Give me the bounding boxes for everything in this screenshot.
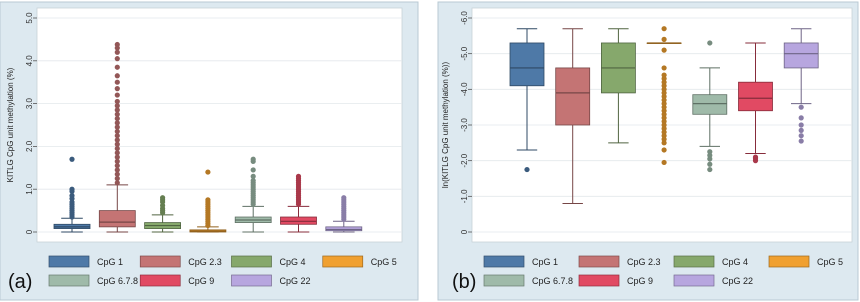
outlier-point: [115, 65, 120, 70]
box: [693, 95, 727, 115]
box: [739, 82, 773, 111]
outlier-point: [662, 72, 667, 77]
box: [281, 217, 317, 224]
outlier-point: [69, 157, 74, 162]
legend-label: CpG 2.3: [188, 257, 222, 267]
legend-item: [232, 256, 306, 267]
y-axis-label: ln(KITLG CpG unit methylation (%)): [441, 61, 450, 189]
legend-label: CpG 5: [370, 257, 397, 267]
legend-swatch: [484, 256, 524, 267]
outlier-point: [251, 157, 256, 162]
outlier-point: [799, 138, 804, 143]
panel-label: (b): [452, 271, 477, 293]
legend-label: CpG 22: [279, 276, 311, 286]
box: [510, 43, 544, 86]
legend-swatch: [674, 275, 714, 286]
outlier-point: [662, 37, 667, 42]
outlier-point: [662, 48, 667, 53]
y-tick-label: 5.0: [25, 12, 35, 24]
y-tick-label: 2.0: [25, 140, 35, 152]
outlier-point: [707, 40, 712, 45]
outlier-point: [341, 195, 346, 200]
outlier-point: [205, 197, 210, 202]
panel-label: (a): [8, 271, 33, 293]
outlier-point: [662, 160, 667, 165]
y-tick-label: 4.0: [25, 55, 35, 67]
outlier-point: [799, 122, 804, 127]
legend-label: CpG 2.3: [627, 257, 661, 267]
panel-a: [0, 2, 418, 300]
plot-area: [37, 8, 402, 242]
legend-label: CpG 22: [722, 276, 754, 286]
y-tick-label: -6.0: [460, 11, 470, 25]
outlier-point: [251, 174, 256, 179]
legend-swatch: [674, 256, 714, 267]
box: [784, 43, 818, 68]
legend-label: CpG 9: [627, 276, 654, 286]
y-tick-label: -4.0: [460, 82, 470, 97]
y-axis-label: KITLG CpG unit methylation (%): [6, 67, 15, 183]
legend-item: [674, 256, 748, 267]
legend-swatch: [232, 256, 272, 267]
legend-item: [579, 275, 653, 286]
outlier-point: [115, 73, 120, 78]
outlier-point: [799, 133, 804, 138]
legend-label: CpG 6.7.8: [532, 276, 574, 286]
outlier-point: [115, 99, 120, 104]
outlier-point: [799, 105, 804, 110]
outlier-point: [524, 167, 529, 172]
panel-b: [438, 2, 858, 300]
outlier-point: [160, 195, 165, 200]
legend-swatch: [49, 256, 89, 267]
legend-item: [484, 256, 558, 267]
legend-swatch: [140, 256, 180, 267]
outlier-point: [205, 169, 210, 174]
legend-swatch: [769, 256, 809, 267]
box: [326, 227, 362, 231]
legend-item: [674, 275, 753, 286]
outlier-point: [662, 147, 667, 152]
legend-swatch: [579, 275, 619, 286]
outlier-point: [115, 86, 120, 91]
y-tick-label: 3.0: [25, 98, 35, 110]
outlier-point: [69, 187, 74, 192]
y-tick-label: 0: [460, 229, 470, 235]
outlier-point: [115, 92, 120, 97]
legend-item: [323, 256, 397, 267]
legend-label: CpG 1: [97, 257, 124, 267]
legend-swatch: [323, 256, 363, 267]
box: [99, 211, 135, 227]
legend-item: [140, 275, 214, 286]
legend-label: CpG 4: [279, 257, 306, 267]
legend-label: CpG 4: [722, 257, 749, 267]
outlier-point: [251, 167, 256, 172]
legend-swatch: [484, 275, 524, 286]
legend-swatch: [49, 275, 89, 286]
legend-swatch: [140, 275, 180, 286]
legend-label: CpG 6.7.8: [97, 276, 139, 286]
y-tick-label: -5.0: [460, 46, 470, 61]
outlier-point: [707, 162, 712, 167]
legend-swatch: [232, 275, 272, 286]
outlier-point: [662, 26, 667, 31]
legend-item: [769, 256, 843, 267]
y-tick-label: 1.0: [25, 183, 35, 195]
legend-item: [232, 275, 311, 286]
legend-label: CpG 5: [817, 257, 844, 267]
outlier-point: [115, 42, 120, 47]
y-tick-label: -2.0: [460, 153, 470, 168]
outlier-point: [662, 65, 667, 70]
outlier-point: [115, 56, 120, 61]
outlier-point: [707, 167, 712, 172]
outlier-point: [799, 128, 804, 133]
legend-label: CpG 9: [188, 276, 215, 286]
outlier-point: [707, 149, 712, 154]
outlier-point: [753, 155, 758, 160]
outlier-point: [799, 115, 804, 120]
legend-item: [49, 256, 123, 267]
outlier-point: [115, 80, 120, 85]
outlier-point: [296, 174, 301, 179]
legend-label: CpG 1: [532, 257, 559, 267]
legend-swatch: [579, 256, 619, 267]
y-tick-label: -1.0: [460, 189, 470, 204]
box: [556, 68, 590, 125]
y-tick-label: -3.0: [460, 118, 470, 132]
y-tick-label: 0: [25, 229, 35, 235]
